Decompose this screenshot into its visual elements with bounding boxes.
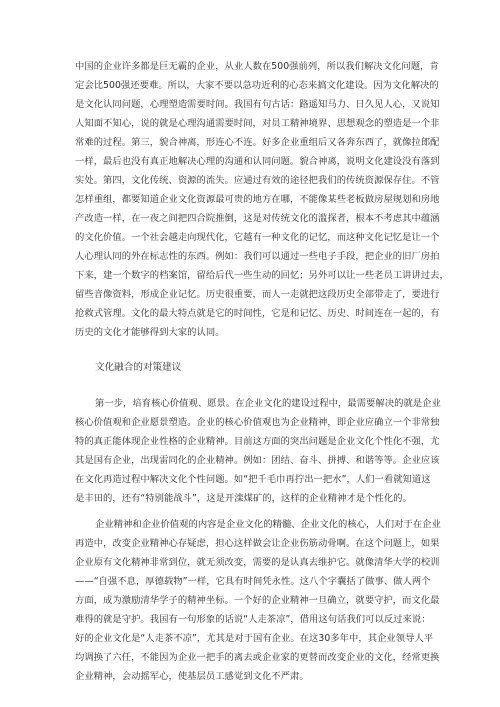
text-line: 难得的就是守护。我国有一句形象的话说“人走茶凉”，借用这句话我们可以反过来说：: [75, 614, 431, 625]
text-line: ——“自强不息，厚德载物”一样，它具有时间凭永性。这八个字囊括了做事、做人两个: [75, 576, 431, 587]
text-line: 留些音像资料，形成企业记忆。历史很重要，而人一走就把这段历史全部带走了，要进行: [75, 289, 440, 300]
text-line: 人知面不知心，说的就是心理沟通需要时间，对员工精神境界、思想观念的塑造是一个非: [75, 118, 440, 129]
text-line: 常难的过程。第三，貌合神离，形连心不连。好多企业重组后又各奔东西了，就像拉郎配: [75, 137, 440, 148]
text-line: 是丰田的，还有“特别能战斗”，这是开滦煤矿的，这样的企业精神才是个性化的。: [75, 493, 412, 504]
text-line: 定会比500强还要难。所以，大家不要以急功近利的心态来搞文化建设。因为文化解决的: [75, 80, 439, 91]
text-line: 企业精神和企业价值观的内容是企业文化的精髓、企业文化的核心，人们对于在企业: [95, 519, 441, 530]
text-line: 一样，最后也没有真正地解决心理的沟通和认同问题。貌合神离，说明文化建设没有落到: [75, 156, 440, 167]
text-line: 好的企业文化是“人走茶不凉”，尤其是对于国有企业。在这30多年中，其企业领导人平: [75, 633, 434, 644]
text-line: 方面，成为激励清华学子的精神坐标。一个好的企业精神一旦确立，就要守护，而文化最: [75, 595, 440, 606]
text-line: 再造中，改变企业精神心存疑虑，担心这样做会让企业伤筋动骨啊。在这个问题上，如果: [75, 538, 440, 549]
text-line: 的文化价值。一个社会越走向现代化，它越有一种文化的记忆，而这种文化记忆是让一个: [75, 232, 440, 243]
text-line: 企业精神，会动摇军心，使基层员工感觉到文化不严肃。: [75, 671, 309, 682]
text-line: 中国的企业许多都是巨无霸的企业，从业人数在500强前列，所以我们解决文化问题，肯: [75, 61, 439, 72]
text-line: 核心价值观和企业愿景塑造。企业的核心价值观也为企业精神，即企业应确立一个非常独: [75, 417, 440, 428]
text-line: 第一步，培育核心价值观、愿景。在企业文化的建设过程中，最需要解决的就是企业: [95, 398, 441, 409]
text-line: 历史的文化才能够得到大家的认同。: [75, 327, 225, 338]
text-line: 其是国有企业，出现雷同化的企业精神。例如：团结、奋斗、拼搏、和谐等等。企业应该: [75, 455, 440, 466]
text-line: 特的真正能体现企业性格的企业精神。目前这方面的突出问题是企业文化个性化不强，尤: [75, 436, 440, 447]
text-line: 实处。第四，文化传统、资源的流失。应通过有效的途径把我们的传统资源保存住。不管: [75, 175, 440, 186]
text-line: 产改造一样，在一夜之间把四合院推倒，这是对传统文化的滥探者，根本不考虑其中蕴涵: [75, 213, 440, 224]
text-line: 均调换了六任，不能因为企业一把手的离去或企业家的更替而改变企业的文化，经常更换: [75, 652, 440, 663]
text-line: 怎样重组，都要知道企业文化资源最可贵的地方在哪，不能像某些老板做房屋规划和房地: [75, 194, 440, 205]
text-line: 下来，建一个数字的档案馆，留给后代一些生动的回忆；另外可以让一些老员工讲讲过去，: [75, 270, 449, 281]
text-line: 抢救式管理。文化的最大特点就是它的时间性，它是和记忆、历史、时间连在一起的，有: [75, 308, 440, 319]
section-heading: 文化融合的对策建议: [95, 362, 182, 373]
text-line: 企业原有文化精神非常到位，就无须改变，需要的是认真去维护它。就像清华大学的校训: [75, 557, 440, 568]
text-line: 人心理认同的外在标志性的东西。例如：我们可以通过一些电子手段，把企业的旧厂房拍: [75, 251, 440, 262]
text-line: 是文化认同问题，心理塑造需要时间。我国有句古话：路遥知马力、日久见人心，又说知: [75, 99, 440, 110]
text-line: 在文化再造过程中解决文化个性问题。如“把千毛巾再拧出一把水”，人们一看就知道这: [75, 474, 431, 485]
